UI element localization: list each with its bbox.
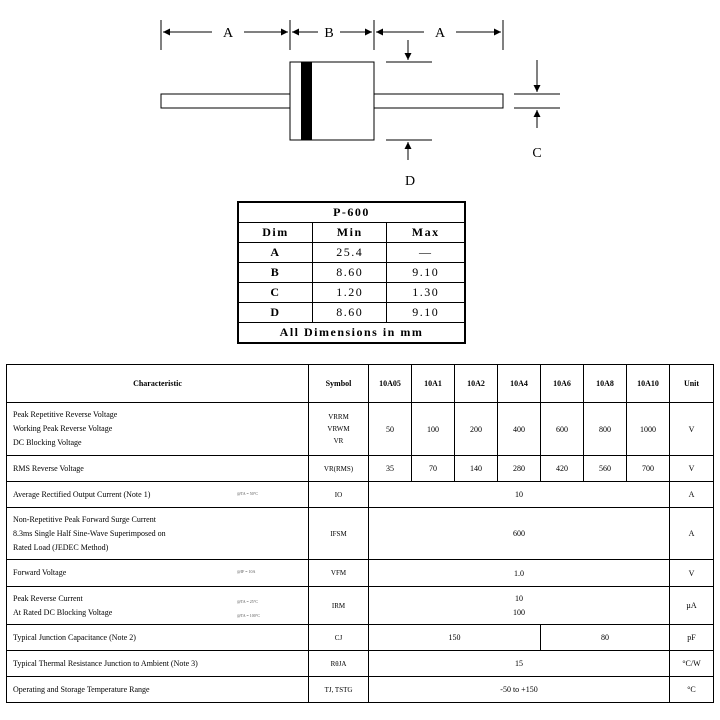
value-cell: 15 xyxy=(369,651,670,677)
table-row xyxy=(238,283,465,303)
left-lead xyxy=(161,94,290,108)
table-row xyxy=(238,303,465,323)
table-row xyxy=(7,482,714,508)
unit-cell: A xyxy=(670,482,714,508)
value-cell: 200 xyxy=(455,403,498,456)
unit-cell: °C xyxy=(670,677,714,703)
table-row xyxy=(7,587,714,625)
part-header-10a8: 10A8 xyxy=(584,365,627,403)
part-header-10a4: 10A4 xyxy=(498,365,541,403)
value-cell: 560 xyxy=(584,456,627,482)
table-row xyxy=(7,560,714,587)
characteristic-cell: RMS Reverse Voltage xyxy=(7,456,309,482)
unit-header: Unit xyxy=(670,365,714,403)
value-cell: 150 xyxy=(369,625,541,651)
value-cell: 700 xyxy=(627,456,670,482)
package-outline-diagram xyxy=(0,0,720,200)
part-header-10a1: 10A1 xyxy=(412,365,455,403)
characteristic-header: Characteristic xyxy=(7,365,309,403)
part-header-10a10: 10A10 xyxy=(627,365,670,403)
symbol-cell: VR(RMS) xyxy=(309,456,369,482)
dim-cell: A xyxy=(238,243,312,263)
unit-cell: V xyxy=(670,403,714,456)
value-cell: 280 xyxy=(498,456,541,482)
value-cell: 600 xyxy=(541,403,584,456)
unit-cell: pF xyxy=(670,625,714,651)
max-cell: 1.30 xyxy=(387,283,465,303)
value-cell: 80 xyxy=(541,625,670,651)
max-header: Max xyxy=(387,223,465,243)
condition-note: @TA = 25°C xyxy=(237,599,258,604)
table-row xyxy=(7,403,714,456)
min-cell: 25.4 xyxy=(312,243,386,263)
characteristic-cell: Operating and Storage Temperature Range xyxy=(7,677,309,703)
header-row xyxy=(7,365,714,403)
min-cell: 8.60 xyxy=(312,303,386,323)
dimensions-table xyxy=(237,201,466,344)
table-row xyxy=(7,677,714,703)
part-header-10a05: 10A05 xyxy=(369,365,412,403)
characteristic-cell: Average Rectified Output Current (Note 1) @TA = 50°C xyxy=(7,482,309,508)
symbol-cell: IRM xyxy=(309,587,369,625)
max-cell: 9.10 xyxy=(387,303,465,323)
value-cell: 1.0 xyxy=(369,560,670,587)
unit-cell: µA xyxy=(670,587,714,625)
value-cell: -50 to +150 xyxy=(369,677,670,703)
part-header-10a6: 10A6 xyxy=(541,365,584,403)
table-row xyxy=(7,651,714,677)
characteristic-cell: Peak Repetitive Reverse Voltage Working Peak Reverse Voltage DC Blocking Voltage xyxy=(7,403,309,456)
dimension-d-label: D xyxy=(404,174,416,189)
table-row xyxy=(7,625,714,651)
unit-cell: °C/W xyxy=(670,651,714,677)
dimension-b-label: B xyxy=(324,26,334,41)
unit-cell: A xyxy=(670,508,714,560)
max-cell: — xyxy=(387,243,465,263)
table-row xyxy=(7,508,714,560)
value-cell: 50 xyxy=(369,403,412,456)
symbol-cell: IFSM xyxy=(309,508,369,560)
value-cell: 140 xyxy=(455,456,498,482)
condition-note: @TA = 100°C xyxy=(237,613,260,618)
symbol-cell: CJ xyxy=(309,625,369,651)
dimensions-table-title: P-600 xyxy=(238,202,465,223)
characteristics-table xyxy=(6,364,714,703)
value-cell: 35 xyxy=(369,456,412,482)
symbol-cell: VFM xyxy=(309,560,369,587)
symbol-header: Symbol xyxy=(309,365,369,403)
dimension-c-label: C xyxy=(532,146,542,161)
min-cell: 1.20 xyxy=(312,283,386,303)
dimensions-footer: All Dimensions in mm xyxy=(238,323,465,344)
right-lead xyxy=(374,94,503,108)
symbol-cell: IO xyxy=(309,482,369,508)
value-cell: 800 xyxy=(584,403,627,456)
value-cell: 400 xyxy=(498,403,541,456)
value-cell: 600 xyxy=(369,508,670,560)
min-cell: 8.60 xyxy=(312,263,386,283)
condition-note: @IF = 10A xyxy=(237,569,256,574)
dimension-a-left-label: A xyxy=(222,26,234,41)
table-row xyxy=(238,263,465,283)
symbol-cell: VRRM VRWM VR xyxy=(309,403,369,456)
value-cell: 70 xyxy=(412,456,455,482)
characteristic-cell: Forward Voltage @IF = 10A xyxy=(7,560,309,587)
part-header-10a2: 10A2 xyxy=(455,365,498,403)
value-cell: 100 xyxy=(412,403,455,456)
dim-header: Dim xyxy=(238,223,312,243)
symbol-cell: RθJA xyxy=(309,651,369,677)
table-row xyxy=(7,456,714,482)
value-cell: 10 xyxy=(369,482,670,508)
value-cell: 420 xyxy=(541,456,584,482)
table-row xyxy=(238,243,465,263)
dim-cell: B xyxy=(238,263,312,283)
condition-note: @TA = 50°C xyxy=(237,491,258,496)
characteristic-cell: Typical Junction Capacitance (Note 2) xyxy=(7,625,309,651)
unit-cell: V xyxy=(670,456,714,482)
dimension-a-right-label: A xyxy=(434,26,446,41)
characteristic-cell: Peak Reverse Current At Rated DC Blocking Voltage @TA = 25°C @TA = 100°C xyxy=(7,587,309,625)
characteristic-cell: Non-Repetitive Peak Forward Surge Current 8.3ms Single Half Sine-Wave Superimposed on Rated Load (JEDEC Method) xyxy=(7,508,309,560)
characteristic-cell: Typical Thermal Resistance Junction to Ambient (Note 3) xyxy=(7,651,309,677)
dim-cell: C xyxy=(238,283,312,303)
unit-cell: V xyxy=(670,560,714,587)
min-header: Min xyxy=(312,223,386,243)
cathode-band xyxy=(301,62,312,140)
max-cell: 9.10 xyxy=(387,263,465,283)
value-cell: 1000 xyxy=(627,403,670,456)
symbol-cell: TJ, TSTG xyxy=(309,677,369,703)
value-cell: 10 100 xyxy=(369,587,670,625)
dim-cell: D xyxy=(238,303,312,323)
